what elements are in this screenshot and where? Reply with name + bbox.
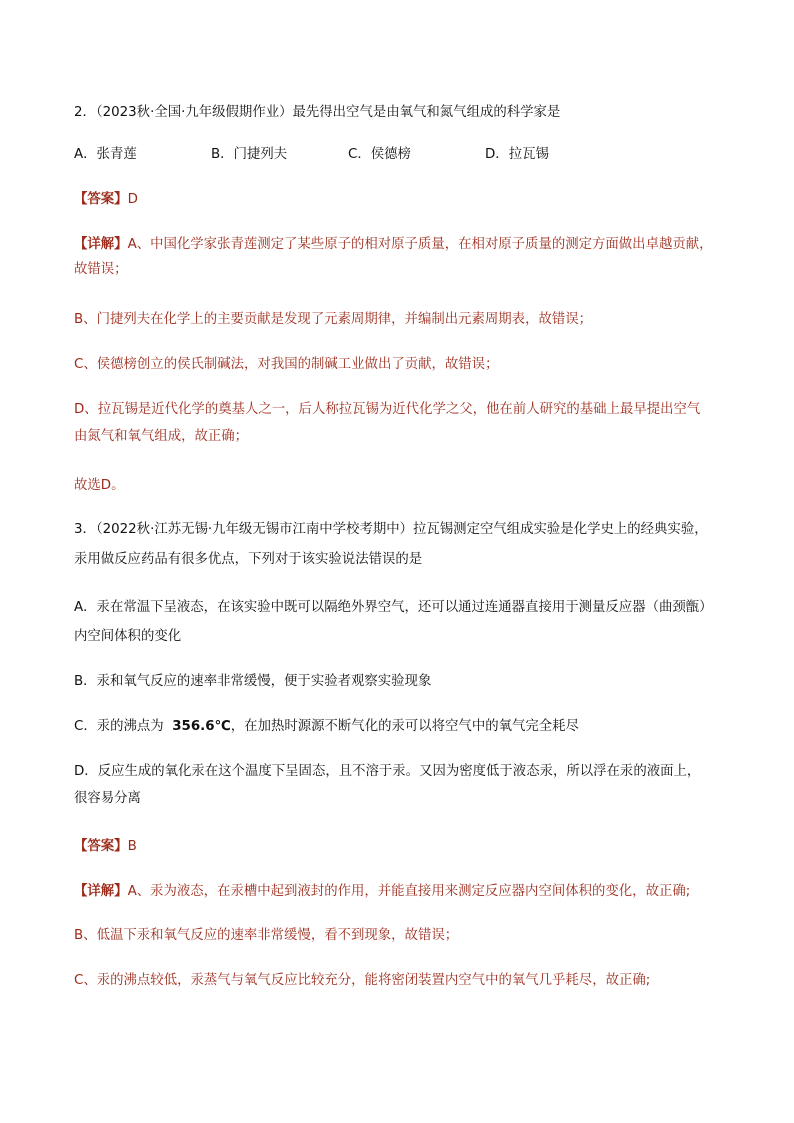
question-2-detail-a-line1 (74, 233, 734, 257)
question-2-answer (74, 188, 734, 212)
detail-tag: 【详解】 (74, 884, 128, 899)
detail-tag: 【详解】 (74, 237, 128, 252)
option-c-prefix: C．汞的沸点为 (74, 719, 164, 734)
option-c-value: 356.6℃ (172, 719, 231, 734)
question-3-option-c (74, 715, 734, 739)
question-2-detail-b: B、门捷列夫在化学上的主要贡献是发现了元素周期律，并编制出元素周期表，故错误； (74, 312, 593, 327)
question-3-detail-b: B、低温下汞和氧气反应的速率非常缓慢，看不到现象，故错误； (74, 928, 459, 943)
option-d: D．拉瓦锡 (485, 147, 549, 162)
question-3-answer (74, 835, 734, 859)
option-c-suffix: ，在加热时源源不断气化的汞可以将空气中的氧气完全耗尽 (230, 719, 579, 734)
answer-value: D (127, 192, 138, 207)
question-3-option-d-line1: D．反应生成的氧化汞在这个温度下呈固态，且不溶于汞。又因为密度低于液态汞，所以浮在汞的液面上， (74, 764, 701, 779)
answer-tag: 【答案】 (74, 192, 128, 207)
question-2-stem: 2．（2023秋·全国·九年级假期作业）最先得出空气是由氧气和氮气组成的科学家是 (74, 105, 561, 120)
question-2-detail-c: C、侯德榜创立的侯氏制碱法，对我国的制碱工业做出了贡献，故错误； (74, 357, 499, 372)
question-3-stem-line1: 3．（2022秋·江苏无锡·九年级无锡市江南中学校考期中）拉瓦锡测定空气组成实验是化学史上的经典实验， (74, 522, 708, 537)
question-2-options (74, 143, 734, 167)
question-2-detail-d-line1: D、拉瓦锡是近代化学的奠基人之一，后人称拉瓦锡为近代化学之父，他在前人研究的基础上最早提出空气 (74, 402, 701, 417)
detail-a-text: A、汞为液态，在汞槽中起到液封的作用，并能直接用来测定反应器内空间体积的变化，故正确; (127, 884, 691, 899)
question-2-detail-d-line2: 由氮气和氧气组成，故正确； (74, 429, 249, 444)
question-2-choose: 故选D。 (74, 478, 125, 493)
question-3-detail-a (74, 880, 734, 904)
question-3-option-a-line1: A．汞在常温下呈液态，在该实验中既可以隔绝外界空气，还可以通过连通器直接用于测量反应器（曲颈甑） (74, 600, 713, 615)
option-a: A．张青莲 (74, 147, 137, 162)
answer-tag: 【答案】 (74, 839, 128, 854)
option-c: C．侯德榜 (348, 147, 411, 162)
question-3-option-d-line2: 很容易分离 (74, 791, 141, 806)
question-3-stem-line2: 汞用做反应药品有很多优点，下列对于该实验说法错误的是 (74, 552, 423, 567)
answer-value: B (127, 839, 137, 854)
question-3-detail-c: C、汞的沸点较低，汞蒸气与氧气反应比较充分，能将密闭装置内空气中的氧气几乎耗尽，故正确; (74, 973, 651, 988)
option-b: B．门捷列夫 (211, 147, 288, 162)
question-3-option-b: B．汞和氧气反应的速率非常缓慢，便于实验者观察实验现象 (74, 674, 432, 689)
question-2-detail-a-line2: 故错误； (74, 262, 128, 277)
question-3-option-a-line2: 内空间体积的变化 (74, 629, 182, 644)
detail-a-text: A、中国化学家张青莲测定了某些原子的相对原子质量，在相对原子质量的测定方面做出卓越贡献， (127, 237, 713, 252)
